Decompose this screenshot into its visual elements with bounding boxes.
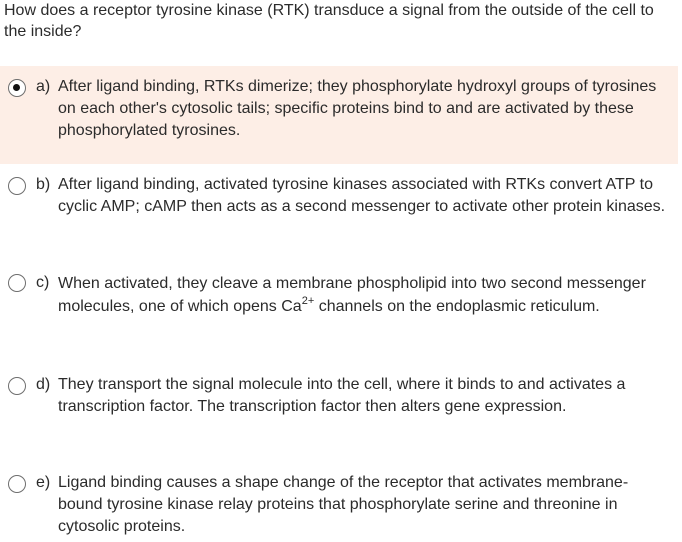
option-a-letter: a) — [36, 78, 51, 95]
question-text: How does a receptor tyrosine kinase (RTK) transduce a signal from the outside of the cell to the inside? — [4, 2, 654, 40]
option-c-letter: c) — [36, 274, 50, 291]
radio-a-selected[interactable] — [8, 79, 26, 97]
option-c-text-after: channels on the endoplasmic reticulum. — [314, 298, 600, 315]
option-a[interactable] — [0, 66, 678, 164]
option-b-text: After ligand binding, activated tyrosine kinases associated with RTKs convert ATP to cyclic AMP; cAMP then acts as a second messenger to activate other protein kinases. — [58, 176, 666, 215]
radio-selected-dot-icon — [13, 84, 20, 91]
option-c-text — [58, 272, 670, 320]
option-a-text: After ligand binding, RTKs dimerize; they phosphorylate hydroxyl groups of tyrosines on each other's cytosolic tails; specific proteins bind to and are activated by these phosphorylated tyrosines. — [58, 78, 657, 139]
option-e[interactable] — [0, 472, 678, 542]
option-c[interactable] — [0, 272, 678, 344]
radio-b[interactable] — [8, 177, 26, 195]
option-c-superscript: 2+ — [301, 295, 315, 307]
option-b[interactable] — [0, 174, 678, 244]
option-d-text: They transport the signal molecule into the cell, where it binds to and activates a transcription factor. The transcription factor then alters gene expression. — [58, 376, 626, 415]
radio-e[interactable] — [8, 475, 26, 493]
option-e-letter: e) — [36, 474, 51, 491]
option-e-text: Ligand binding causes a shape change of the receptor that activates membrane-bound tyrosine kinase relay proteins that phosphorylate serine and threonine in cytosolic proteins. — [58, 474, 629, 535]
option-d-letter: d) — [36, 376, 51, 393]
option-d[interactable] — [0, 374, 678, 444]
radio-c[interactable] — [8, 274, 26, 292]
radio-d[interactable] — [8, 377, 26, 395]
option-b-letter: b) — [36, 176, 51, 193]
option-c-text-before: When activated, they cleave a membrane phospholipid into two second messenger molecules, one of which opens Ca — [58, 275, 646, 315]
